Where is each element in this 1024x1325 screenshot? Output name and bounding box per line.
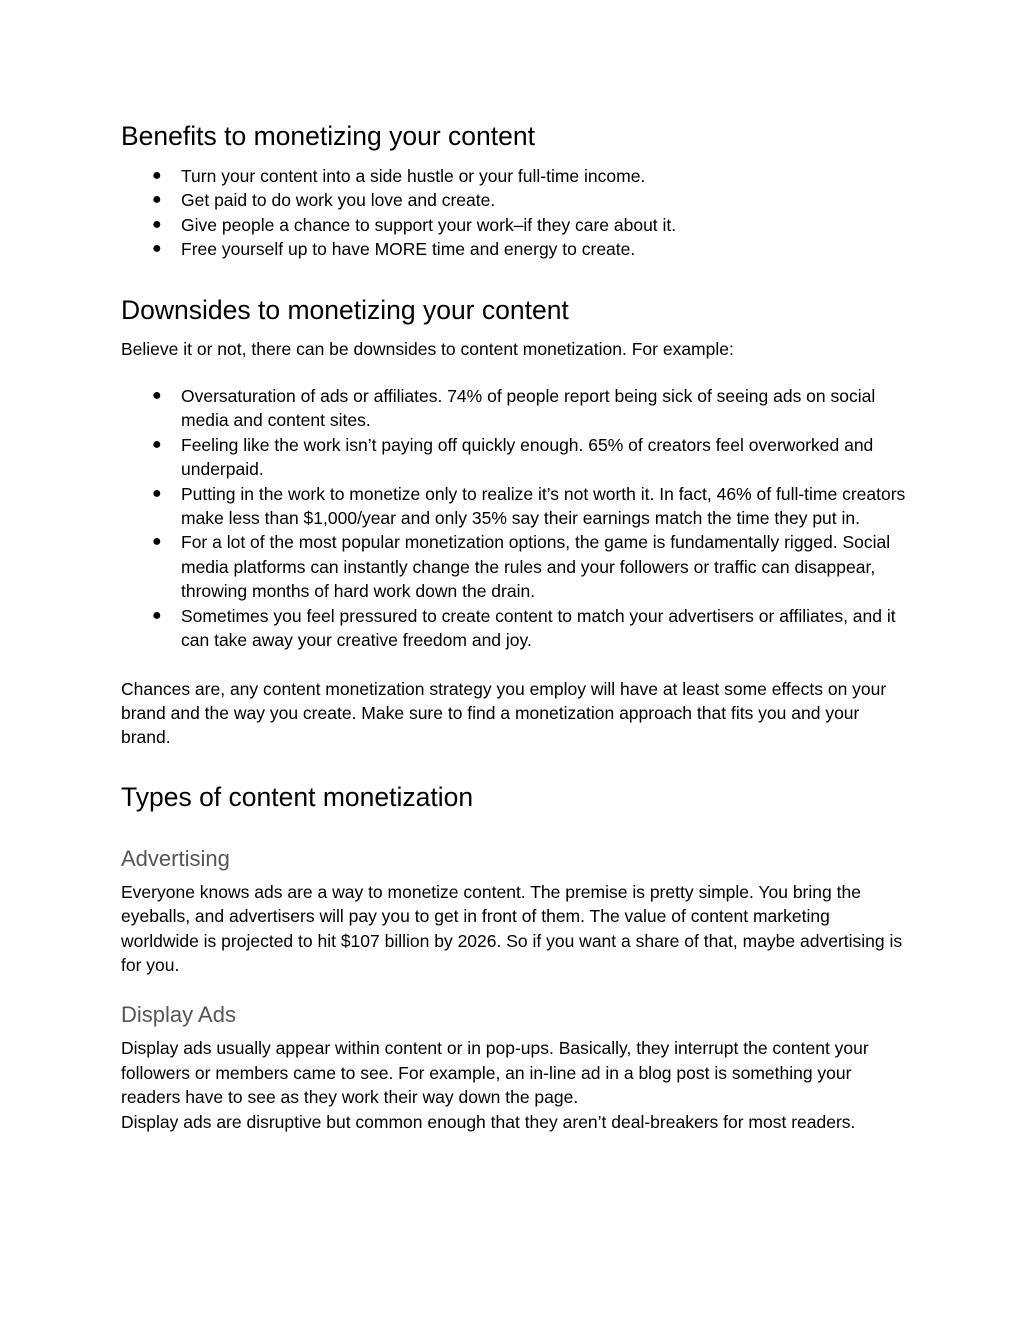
heading-types: Types of content monetization [121,781,474,812]
display-ads-body-1: Display ads usually appear within content or in pop-ups. Basically, they interrupt the content your followers or members came to see. For example, an in-line ad in a blog post is something your readers have to see as they work their way down the page. [121,1038,869,1108]
list-item [121,237,906,261]
subheading-advertising: Advertising [121,845,230,871]
heading-benefits: Benefits to monetizing your content [121,121,535,151]
downsides-intro: Believe it or not, there can be downsides to content monetization. For example: [121,338,734,359]
bullet-icon: ● [152,240,162,258]
bullet-icon: ● [152,167,162,184]
list-item-text: Putting in the work to monetize only to realize it’s not worth it. In fact, 46% of full-time creators make less than $1,000/year and only 35% say their earnings match the time they put in. [181,483,906,529]
benefits-list [121,164,906,262]
list-item-text: Oversaturation of ads or affiliates. 74% of people report being sick of seeing ads on social media and content sites. [181,386,876,431]
document-content [121,118,906,1134]
list-item-text: Get paid to do work you love and create. [181,190,496,211]
bullet-icon: ● [152,606,162,624]
list-item [121,164,906,188]
list-item-text: Turn your content into a side hustle or your full-time income. [181,166,646,186]
display-ads-body-2: Display ads are disruptive but common enough that they aren’t deal-breakers for most readers. [121,1111,856,1132]
heading-downsides: Downsides to monetizing your content [121,294,569,325]
list-item-text: For a lot of the most popular monetization options, the game is fundamentally rigged. Social media platforms can instantly change the rules and your followers or traffic can disappear, throwing months of hard work down the drain. [181,532,891,602]
list-item-text: Free yourself up to have MORE time and energy to create. [181,239,636,260]
bullet-icon: ● [152,435,162,453]
bullet-icon: ● [152,191,162,209]
bullet-icon: ● [152,215,162,233]
bullet-icon: ● [152,387,162,405]
list-item [121,188,906,212]
list-item [121,213,906,237]
list-item [121,604,906,653]
subheading-display-ads: Display Ads [121,1002,236,1028]
bullet-icon: ● [152,533,162,551]
downsides-conclusion: Chances are, any content monetization strategy you employ will have at least some effects on your brand and the way you create. Make sure to find a monetization approach that fits you and your brand. [121,678,887,748]
list-item-text: Give people a chance to support your work–if they care about it. [181,214,677,235]
advertising-body: Everyone knows ads are a way to monetize content. The premise is pretty simple. You bring the eyeballs, and advertisers will pay you to get in front of them. The value of content marketing worldwide is projected to hit $107 billion by 2026. So if you want a share of that, maybe advertising is for you. [121,881,903,975]
list-item [121,384,906,433]
downsides-list [121,384,906,652]
list-item [121,482,906,531]
list-item [121,530,906,603]
list-item-text: Sometimes you feel pressured to create content to match your advertisers or affiliates, and it can take away your creative freedom and joy. [181,605,896,651]
bullet-icon: ● [152,484,162,502]
list-item-text: Feeling like the work isn’t paying off quickly enough. 65% of creators feel overworked and underpaid. [181,434,874,480]
list-item [121,433,906,482]
